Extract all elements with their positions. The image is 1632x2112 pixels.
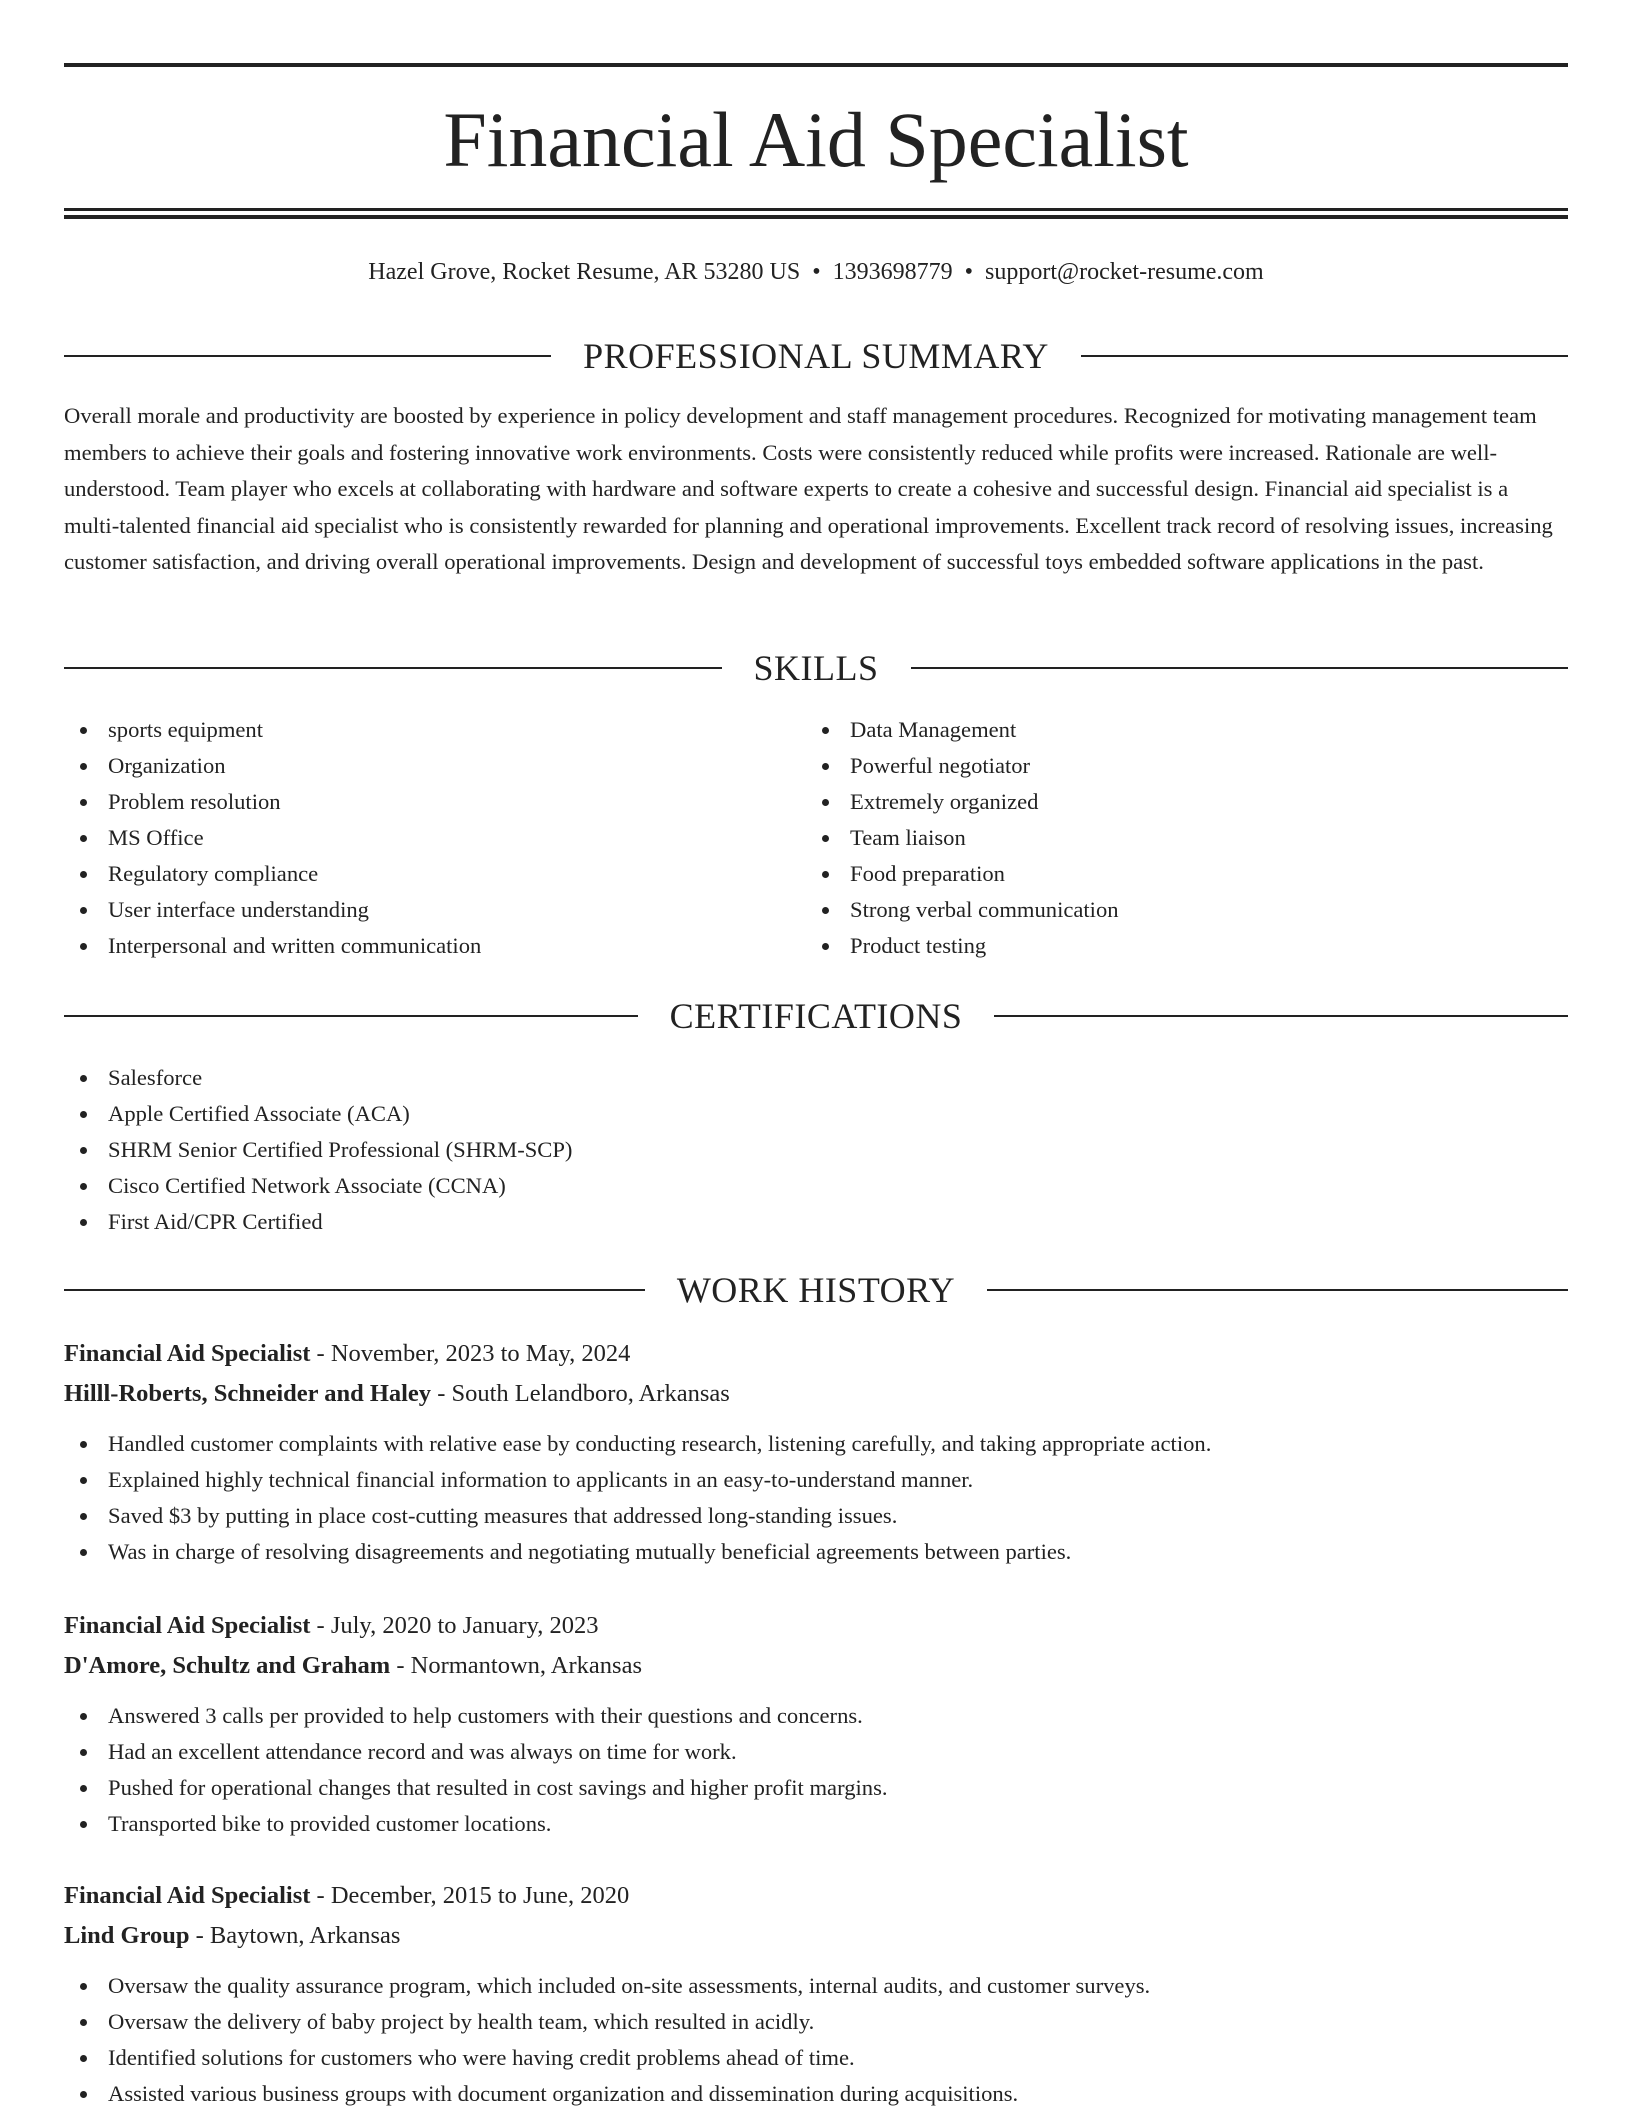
skills-list-left xyxy=(64,712,804,964)
job-company-line xyxy=(64,1916,1568,1956)
job-bullet: Had an excellent attendance record and was always on time for work. xyxy=(64,1734,1568,1770)
job-entry xyxy=(64,1334,1568,1570)
skill-item: Product testing xyxy=(806,928,1546,964)
skills-section-header xyxy=(64,644,1568,692)
job-company: D'Amore, Schultz and Graham xyxy=(64,1652,391,1679)
certifications-heading: CERTIFICATIONS xyxy=(669,996,963,1036)
job-bullet: Assisted various business groups with document organization and dissemination during acquisitions. xyxy=(64,2076,1568,2112)
job-title: Financial Aid Specialist xyxy=(64,1340,311,1367)
job-title-line xyxy=(64,1334,1568,1374)
divider-line xyxy=(911,667,1569,669)
job-bullets xyxy=(64,1698,1568,1842)
job-dates: - July, 2020 to January, 2023 xyxy=(310,1612,599,1639)
job-bullet: Handled customer complaints with relative ease by conducting research, listening carefully, and taking appropriate action. xyxy=(64,1426,1568,1462)
divider-line xyxy=(64,1015,638,1017)
job-title: Financial Aid Specialist xyxy=(64,1612,311,1639)
divider-line xyxy=(64,355,551,357)
summary-heading: PROFESSIONAL SUMMARY xyxy=(583,336,1049,376)
resume-title: Financial Aid Specialist xyxy=(443,96,1189,183)
contact-separator: • xyxy=(812,259,821,285)
job-location: - South Lelandboro, Arkansas xyxy=(431,1380,730,1407)
job-bullet: Pushed for operational changes that resulted in cost savings and higher profit margins. xyxy=(64,1770,1568,1806)
job-title-line xyxy=(64,1606,1568,1646)
job-bullet: Oversaw the quality assurance program, which included on-site assessments, internal audits, and customer surveys. xyxy=(64,1968,1568,2004)
contact-phone: 1393698779 xyxy=(832,259,953,285)
skill-item: Interpersonal and written communication xyxy=(64,928,804,964)
divider-line xyxy=(64,1289,645,1291)
skill-item: Data Management xyxy=(806,712,1546,748)
job-bullet: Oversaw the delivery of baby project by health team, which resulted in acidly. xyxy=(64,2004,1568,2040)
divider-line xyxy=(994,1015,1568,1017)
skill-item: Organization xyxy=(64,748,804,784)
skill-item: Strong verbal communication xyxy=(806,892,1546,928)
job-location: - Normantown, Arkansas xyxy=(390,1652,642,1679)
job-company-line xyxy=(64,1374,1568,1414)
contact-separator: • xyxy=(964,259,974,285)
contact-address: Hazel Grove, Rocket Resume, AR 53280 US xyxy=(368,259,801,285)
job-dates: - November, 2023 to May, 2024 xyxy=(310,1340,631,1367)
skill-item: Extremely organized xyxy=(806,784,1546,820)
skills-list-right xyxy=(806,712,1546,964)
contact-email: support@rocket-resume.com xyxy=(985,259,1264,285)
skill-item: Food preparation xyxy=(806,856,1546,892)
skill-item: User interface understanding xyxy=(64,892,804,928)
certification-item: Salesforce xyxy=(64,1060,1568,1096)
certification-item: SHRM Senior Certified Professional (SHRM-SCP) xyxy=(64,1132,1568,1168)
job-company: Lind Group xyxy=(64,1922,190,1949)
job-location: - Baytown, Arkansas xyxy=(189,1922,401,1949)
contact-line xyxy=(64,254,1568,290)
certifications-list xyxy=(64,1060,1568,1240)
job-dates: - December, 2015 to June, 2020 xyxy=(310,1882,630,1909)
summary-section-header xyxy=(64,332,1568,380)
title-rule-lower xyxy=(64,215,1568,219)
top-rule xyxy=(64,63,1568,67)
work-history-heading: WORK HISTORY xyxy=(676,1270,956,1310)
title-rule-upper xyxy=(64,208,1568,211)
job-company-line xyxy=(64,1646,1568,1686)
skill-item: MS Office xyxy=(64,820,804,856)
skill-item: Team liaison xyxy=(806,820,1546,856)
job-bullet: Answered 3 calls per provided to help customers with their questions and concerns. xyxy=(64,1698,1568,1734)
certification-item: Cisco Certified Network Associate (CCNA) xyxy=(64,1168,1568,1204)
skill-item: sports equipment xyxy=(64,712,804,748)
job-bullet: Saved $3 by putting in place cost-cutting measures that addressed long-standing issues. xyxy=(64,1498,1568,1534)
summary-text: Overall morale and productivity are boosted by experience in policy development and staff management procedures. Recognized for motivating management team members to achieve their goals and fostering innovative work environments. Costs were consistently reduced while profits were increased. Rationale are well-understood. Team player who excels at collaborating with hardware and software experts to create a cohesive and successful design. Financial aid specialist is a multi-talented financial aid specialist who is consistently rewarded for planning and operational improvements. Excellent track record of resolving issues, increasing customer satisfaction, and driving overall operational improvements. Design and development of successful toys embedded software applications in the past. xyxy=(64,403,1553,574)
skill-item: Regulatory compliance xyxy=(64,856,804,892)
certification-item: Apple Certified Associate (ACA) xyxy=(64,1096,1568,1132)
job-bullet: Was in charge of resolving disagreements and negotiating mutually beneficial agreements between parties. xyxy=(64,1534,1568,1570)
job-entry xyxy=(64,1876,1568,2112)
certifications-section-header xyxy=(64,992,1568,1040)
job-bullet: Transported bike to provided customer locations. xyxy=(64,1806,1568,1842)
certification-item: First Aid/CPR Certified xyxy=(64,1204,1568,1240)
skill-item: Problem resolution xyxy=(64,784,804,820)
job-bullets xyxy=(64,1426,1568,1570)
skill-item: Powerful negotiator xyxy=(806,748,1546,784)
skills-heading: SKILLS xyxy=(753,648,879,688)
work-history-section-header xyxy=(64,1266,1568,1314)
job-bullet: Explained highly technical financial information to applicants in an easy-to-understand manner. xyxy=(64,1462,1568,1498)
job-company: Hilll-Roberts, Schneider and Haley xyxy=(64,1380,432,1407)
job-bullet: Identified solutions for customers who were having credit problems ahead of time. xyxy=(64,2040,1568,2076)
divider-line xyxy=(64,667,722,669)
job-title: Financial Aid Specialist xyxy=(64,1882,311,1909)
divider-line xyxy=(1081,355,1568,357)
divider-line xyxy=(987,1289,1568,1291)
job-bullets xyxy=(64,1968,1568,2112)
job-entry xyxy=(64,1606,1568,1842)
job-title-line xyxy=(64,1876,1568,1916)
